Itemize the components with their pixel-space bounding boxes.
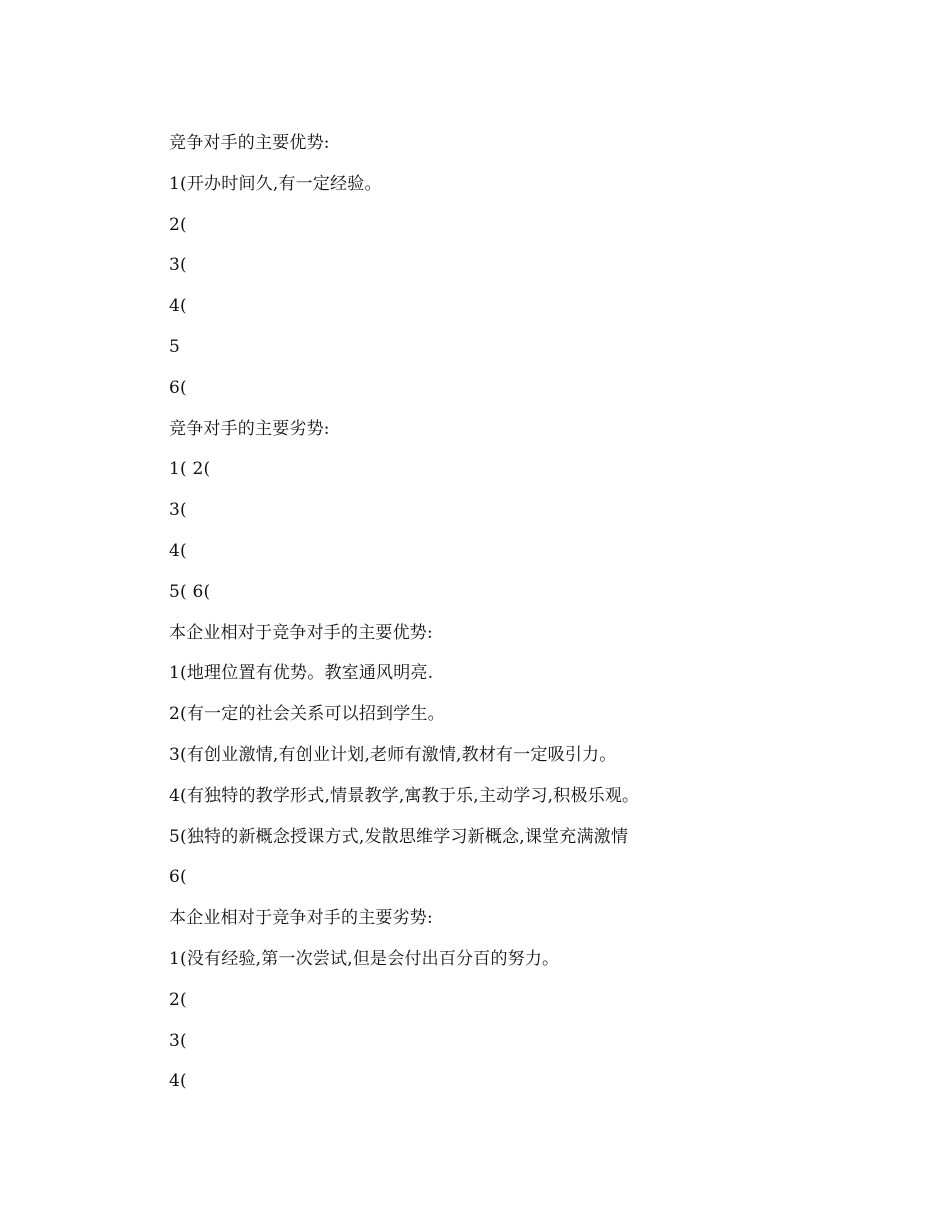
list-item: 4(	[169, 540, 187, 561]
list-item: 4(	[169, 1071, 187, 1092]
list-item: 3(有创业激情,有创业计划,老师有激情,教材有一定吸引力。	[169, 744, 617, 765]
list-item: 1( 2(	[169, 459, 211, 480]
list-item: 5	[169, 336, 181, 357]
document-body	[169, 126, 889, 1105]
list-item: 6(	[169, 377, 187, 398]
list-item: 5(独特的新概念授课方式,发散思维学习新概念,课堂充满激情	[169, 826, 629, 847]
section-heading-competitor-weaknesses: 竞争对手的主要劣势:	[169, 418, 330, 439]
section-heading-our-strengths: 本企业相对于竞争对手的主要优势:	[169, 622, 433, 643]
list-item: 5( 6(	[169, 581, 211, 602]
list-item: 2(	[169, 214, 187, 235]
list-item: 3(	[169, 255, 187, 276]
list-item: 1(开办时间久,有一定经验。	[169, 173, 382, 194]
list-item: 1(没有经验,第一次尝试,但是会付出百分百的努力。	[169, 948, 560, 969]
list-item: 2(有一定的社会关系可以招到学生。	[169, 704, 445, 725]
section-heading-our-weaknesses: 本企业相对于竞争对手的主要劣势:	[169, 908, 433, 929]
list-item: 1(地理位置有优势。教室通风明亮.	[169, 663, 434, 684]
list-item: 3(	[169, 1030, 187, 1051]
list-item: 4(有独特的教学形式,情景教学,寓教于乐,主动学习,积极乐观。	[169, 785, 640, 806]
list-item: 6(	[169, 867, 187, 888]
section-heading-competitor-strengths: 竞争对手的主要优势:	[169, 133, 330, 153]
list-item: 4(	[169, 296, 187, 317]
list-item: 2(	[169, 989, 187, 1010]
list-item: 3(	[169, 500, 187, 521]
